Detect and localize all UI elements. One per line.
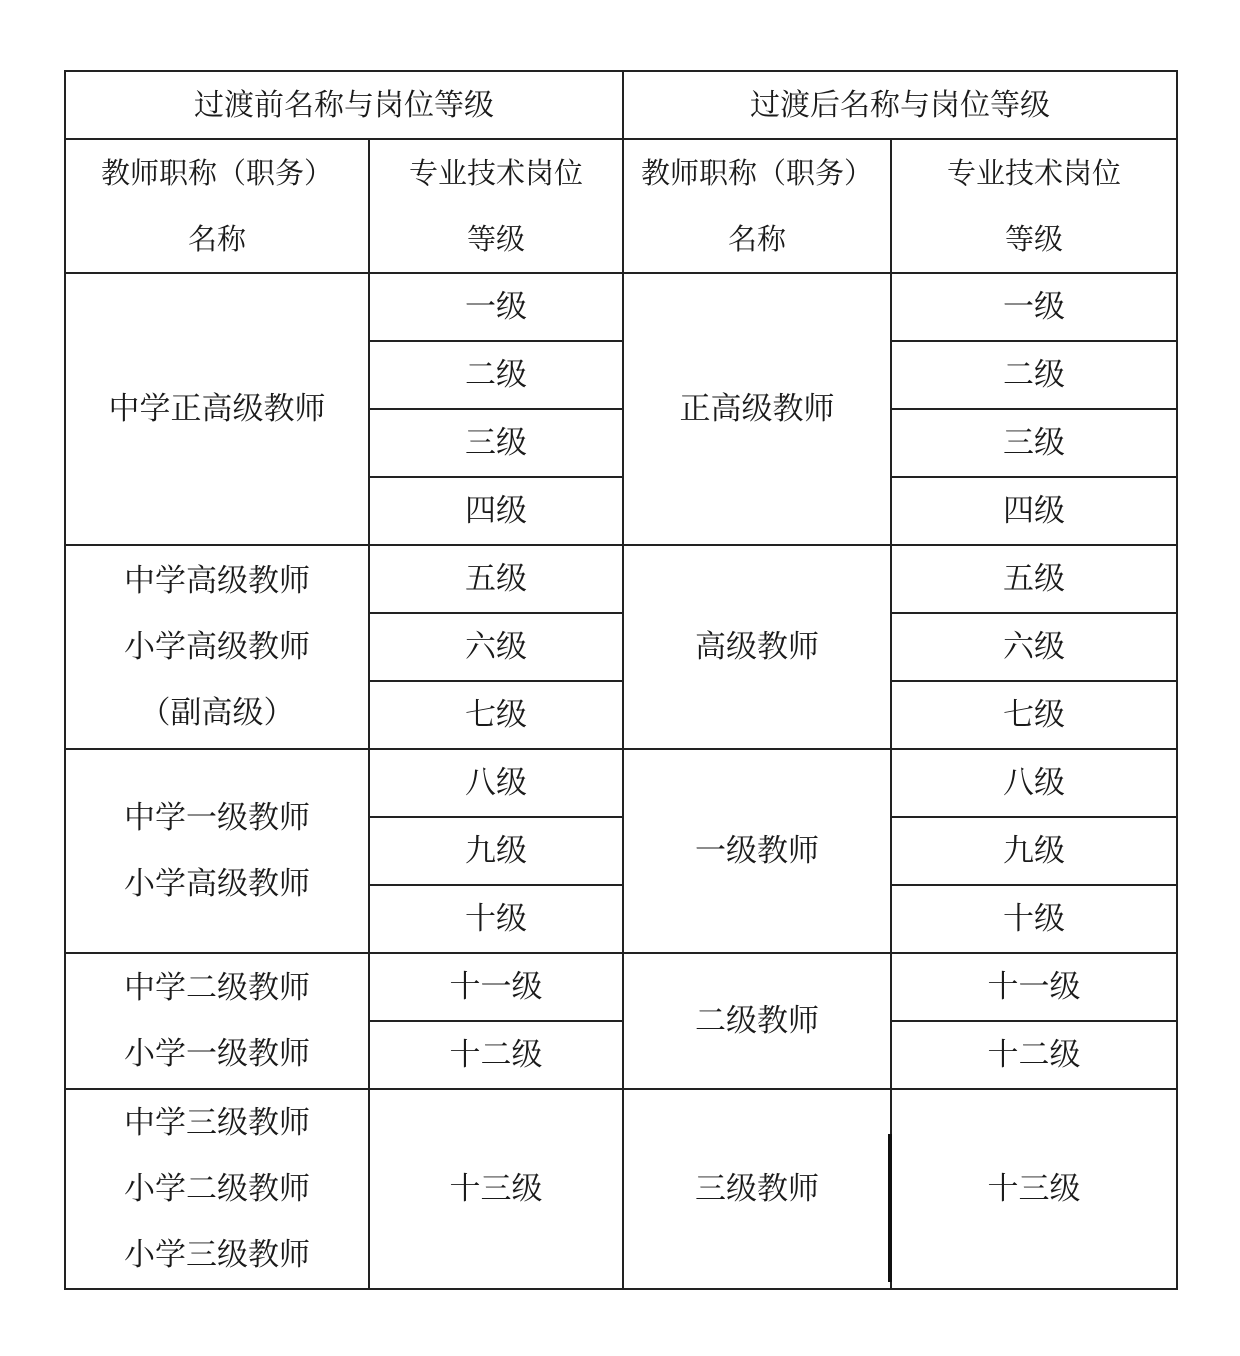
grade-after: 十级 xyxy=(891,885,1177,953)
grade-after: 二级 xyxy=(891,341,1177,409)
after-title: 一级教师 xyxy=(623,749,891,953)
grade-after: 八级 xyxy=(891,749,1177,817)
teacher-title-transition-table xyxy=(64,70,1178,1290)
header-before-title: 教师职称（职务） 名称 xyxy=(65,139,369,273)
after-title: 高级教师 xyxy=(623,545,891,749)
grade-after: 六级 xyxy=(891,613,1177,681)
grade-after: 一级 xyxy=(891,273,1177,341)
table-row xyxy=(65,545,1177,613)
before-title: 中学三级教师 小学二级教师 小学三级教师 xyxy=(65,1089,369,1289)
grade-after: 十三级 xyxy=(891,1089,1177,1289)
grade-before: 十一级 xyxy=(369,953,623,1021)
grade-before: 八级 xyxy=(369,749,623,817)
header-after: 过渡后名称与岗位等级 xyxy=(623,71,1177,139)
grade-before: 五级 xyxy=(369,545,623,613)
grade-after: 九级 xyxy=(891,817,1177,885)
before-title: 中学一级教师 小学高级教师 xyxy=(65,749,369,953)
header-after-grade: 专业技术岗位 等级 xyxy=(891,139,1177,273)
grade-before: 四级 xyxy=(369,477,623,545)
grade-before: 三级 xyxy=(369,409,623,477)
scan-artifact-line xyxy=(888,1134,892,1282)
grade-before: 十级 xyxy=(369,885,623,953)
grade-before: 七级 xyxy=(369,681,623,749)
grade-before: 十三级 xyxy=(369,1089,623,1289)
grade-after: 十二级 xyxy=(891,1021,1177,1089)
after-title: 正高级教师 xyxy=(623,273,891,545)
before-title: 中学二级教师 小学一级教师 xyxy=(65,953,369,1089)
grade-before: 二级 xyxy=(369,341,623,409)
header-before-grade: 专业技术岗位 等级 xyxy=(369,139,623,273)
table-row xyxy=(65,749,1177,817)
grade-after: 七级 xyxy=(891,681,1177,749)
grade-after: 十一级 xyxy=(891,953,1177,1021)
after-title: 二级教师 xyxy=(623,953,891,1089)
before-title: 中学正高级教师 xyxy=(65,273,369,545)
table-row xyxy=(65,1089,1177,1289)
grade-before: 一级 xyxy=(369,273,623,341)
grade-before: 九级 xyxy=(369,817,623,885)
grade-before: 六级 xyxy=(369,613,623,681)
grade-after: 五级 xyxy=(891,545,1177,613)
grade-after: 四级 xyxy=(891,477,1177,545)
before-title: 中学高级教师 小学高级教师 （副高级） xyxy=(65,545,369,749)
table-row xyxy=(65,953,1177,1021)
grade-after: 三级 xyxy=(891,409,1177,477)
header-before: 过渡前名称与岗位等级 xyxy=(65,71,623,139)
grade-before: 十二级 xyxy=(369,1021,623,1089)
table-row xyxy=(65,273,1177,341)
header-after-title: 教师职称（职务） 名称 xyxy=(623,139,891,273)
after-title: 三级教师 xyxy=(623,1089,891,1289)
